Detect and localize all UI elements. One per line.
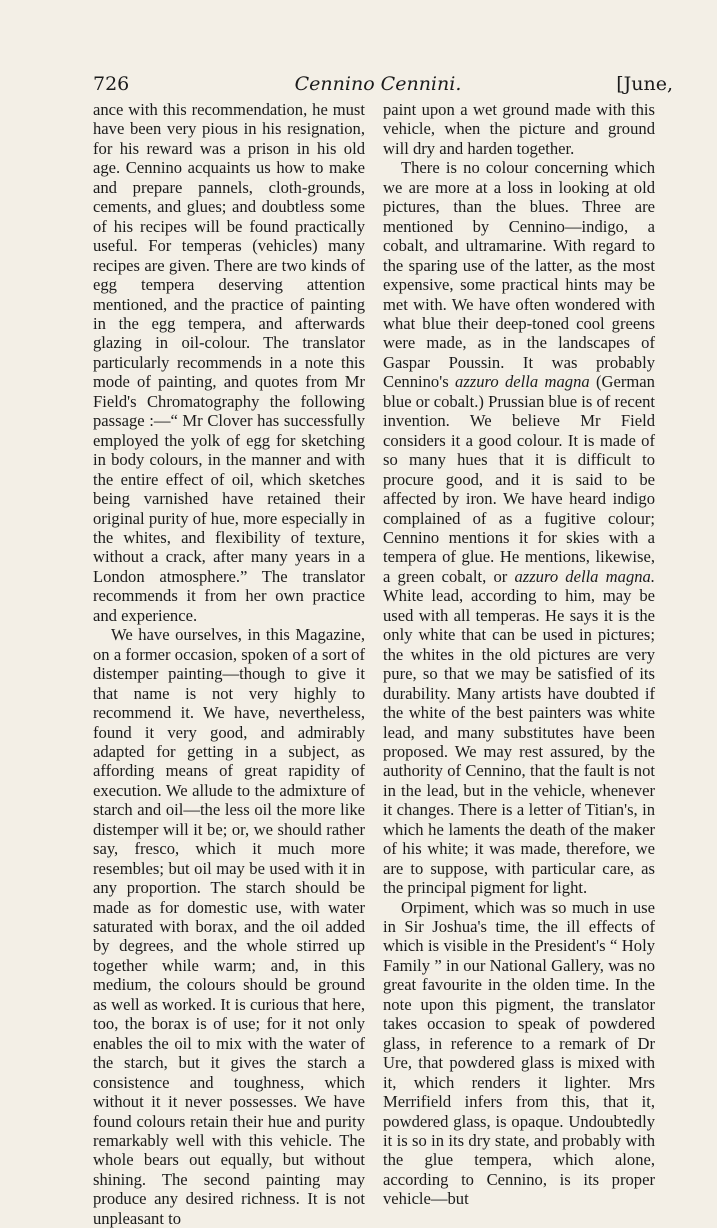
text-run: White lead, according to him, may be used with all temperas. He says it is the only white that can be used in pictures; the whites in the old pictures are very pure, so that we may be satisfied of its durability. Many artists have doubted if the white of the best painters was white lead, and many substitutes have been proposed. We may rest assured, by the authority of Cennino, that the fault is not in the lead, but in the vehicle, whenever it changes. There is a letter of Titian's, in which he laments the death of the maker of his white; it was made, therefore, we are to suppose, with particular care, as the principal pigment for light. (383, 586, 655, 898)
text-run: There is no colour concerning which we are more at a loss in looking at old pictures, than the blues. Three are mentioned by Cennino—indigo, a cobalt, and ultramarine. With regard to the sparing use of the latter, as the most expensive, some practical hints may be met with. We have often wondered with what blue their deep-toned cool greens were made, as in the landscapes of Gaspar Poussin. It was probably Cennino's (383, 158, 655, 392)
left-column (93, 100, 365, 1228)
paragraph: ance with this recommendation, he must have been very pious in his resignation, for his reward was a prison in his old age. Cennino acquaints us how to make and prepare pannels, cloth-grounds, cements, and glues; and doubtless some of his recipes will be found practically useful. For temperas (vehicles) many recipes are given. There are two kinds of egg tempera deserving attention mentioned, and the practice of painting in the egg tempera, and afterwards glazing in oil-colour. The translator particularly recommends in a note this mode of painting, and quotes from Mr Field's Chromatography the following passage :—“ Mr Clover has successfully employed the yolk of egg for sketching in body colours, in the manner and with the entire effect of oil, which sketches being varnished have retained their original purity of hue, more especially in the whites, and flexibility of texture, without a crack, after many years in a London atmosphere.” The translator recommends it from her own practice and experience. (93, 100, 365, 625)
header-date: [June, (616, 73, 673, 95)
italic-term: azzuro della magna. (514, 566, 655, 586)
paragraph: paint upon a wet ground made with this vehicle, when the picture and ground will dry and harden together. (383, 100, 655, 158)
text-run: (German blue or cobalt.) Prussian blue is of recent invention. We believe Mr Field considers it a good colour. It is made of so many hues that it is difficult to procure good, and it is said to be affected by iron. We have heard indigo complained of as a fugitive colour; Cennino mentions it for skies with a tempera of glue. He mentions, likewise, a green cobalt, or (383, 372, 655, 586)
running-title: Cennino Cennini. (294, 73, 462, 95)
page-header (93, 72, 673, 100)
paragraph: We have ourselves, in this Magazine, on a former occasion, spoken of a sort of distemper painting—though to give it that name is not very highly to recommend it. We have, nevertheless, found it very good, and admirably adapted for getting in a subject, as affording means of great rapidity of execution. We allude to the admixture of starch and oil—the less oil the more like distemper will it be; or, we should rather say, fresco, which it much more resembles; but oil may be used with it in any proportion. The starch should be made as for domestic use, with water saturated with borax, and the oil added by degrees, and the whole stirred up together while warm; and, in this medium, the colours should be ground as well as worked. It is curious that here, too, the borax is of use; for it not only enables the oil to mix with the water of the starch, but it gives the starch a consistence and toughness, which without it it never possesses. We have found colours retain their hue and purity remarkably well with this vehicle. The whole bears out equally, but without shining. The second painting may produce any desired richness. It is not unpleasant to (93, 625, 365, 1228)
paragraph (383, 158, 655, 897)
page-number: 726 (93, 73, 130, 95)
paragraph: Orpiment, which was so much in use in Sir Joshua's time, the ill effects of which is visible in the President's “ Holy Family ” in our National Gallery, was no great favourite in the olden time. In the note upon this pigment, the translator takes occasion to speak of powdered glass, in reference to a remark of Dr Ure, that powdered glass is mixed with it, which renders it lighter. Mrs Merrifield infers from this, that it, powdered glass, is opaque. Undoubtedly it is so in its dry state, and probably with the glue tempera, which alone, according to Cennino, is its proper vehicle—but (383, 897, 655, 1209)
right-column (383, 100, 655, 1209)
italic-term: azzuro della magna (455, 372, 590, 392)
